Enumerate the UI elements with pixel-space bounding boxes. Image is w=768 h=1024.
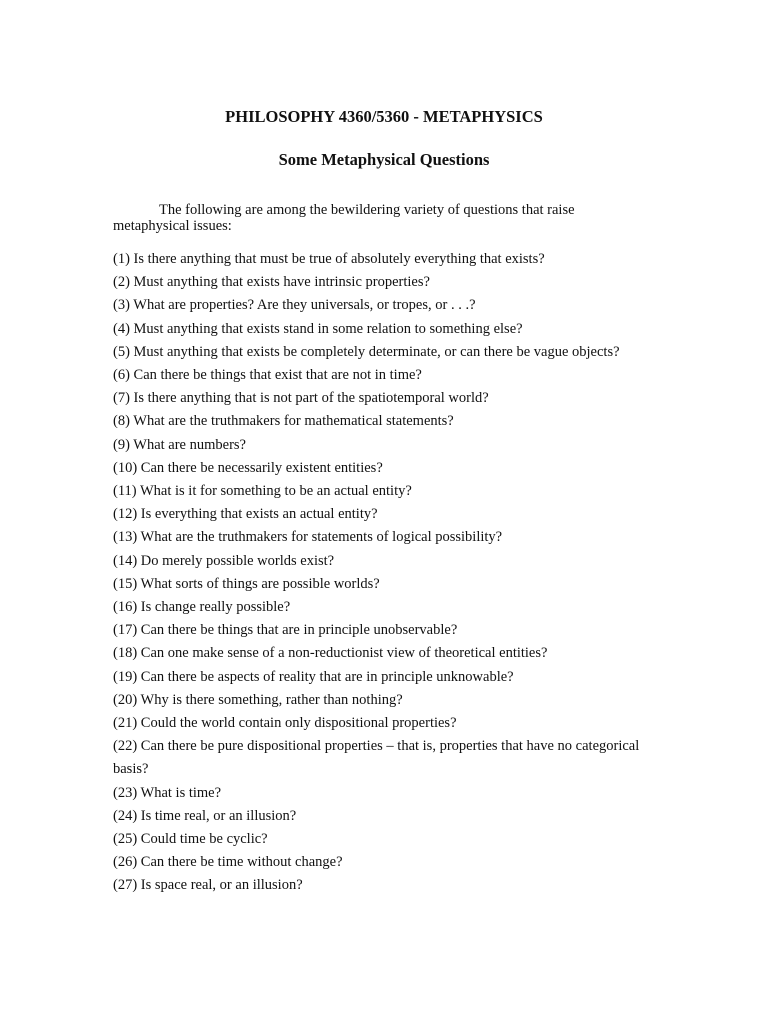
question-item: (19) Can there be aspects of reality that are in principle unknowable? xyxy=(113,668,514,685)
question-item: (16) Is change really possible? xyxy=(113,599,291,616)
question-item: (23) What is time? xyxy=(113,784,222,801)
question-item: (7) Is there anything that is not part of the spatiotemporal world? xyxy=(113,390,489,407)
question-item: (13) What are the truthmakers for statements of logical possibility? xyxy=(113,529,503,546)
question-item: (1) Is there anything that must be true of absolutely everything that exists? xyxy=(113,251,545,267)
question-item: (12) Is everything that exists an actual entity? xyxy=(113,506,378,523)
question-item: (9) What are numbers? xyxy=(113,436,246,453)
question-item: (11) What is it for something to be an actual entity? xyxy=(113,483,412,500)
question-item: (26) Can there be time without change? xyxy=(113,854,343,871)
question-item: (14) Do merely possible worlds exist? xyxy=(113,552,335,569)
question-item: (4) Must anything that exists stand in some relation to something else? xyxy=(113,320,523,337)
question-item: (8) What are the truthmakers for mathematical statements? xyxy=(113,413,454,430)
question-item: (2) Must anything that exists have intrinsic properties? xyxy=(113,274,430,291)
question-item: (18) Can one make sense of a non-reductionist view of theoretical entities? xyxy=(113,645,548,662)
question-item: (25) Could time be cyclic? xyxy=(113,831,268,848)
document-title: PHILOSOPHY 4360/5360 - METAPHYSICS xyxy=(225,107,543,126)
question-item: (20) Why is there something, rather than nothing? xyxy=(113,691,403,708)
question-item: (5) Must anything that exists be completely determinate, or can there be vague objects? xyxy=(113,343,620,360)
question-item: (27) Is space real, or an illusion? xyxy=(113,877,303,894)
intro-line-1: The following are among the bewildering variety of questions that raise xyxy=(159,202,575,218)
intro-line-2: metaphysical issues: xyxy=(113,218,232,234)
question-item: (24) Is time real, or an illusion? xyxy=(113,807,297,824)
question-item: (10) Can there be necessarily existent entities? xyxy=(113,459,383,476)
question-item: (21) Could the world contain only dispositional properties? xyxy=(113,715,457,732)
document-subtitle: Some Metaphysical Questions xyxy=(278,150,490,169)
question-item: (22) Can there be pure dispositional properties – that is, properties that have no categorical basis? xyxy=(113,738,640,778)
question-list xyxy=(113,248,658,898)
question-item: (15) What sorts of things are possible worlds? xyxy=(113,575,380,592)
intro-paragraph xyxy=(113,202,653,234)
question-item: (17) Can there be things that are in principle unobservable? xyxy=(113,622,458,639)
question-item: (3) What are properties? Are they universals, or tropes, or . . .? xyxy=(113,297,476,314)
question-item: (6) Can there be things that exist that are not in time? xyxy=(113,367,422,384)
